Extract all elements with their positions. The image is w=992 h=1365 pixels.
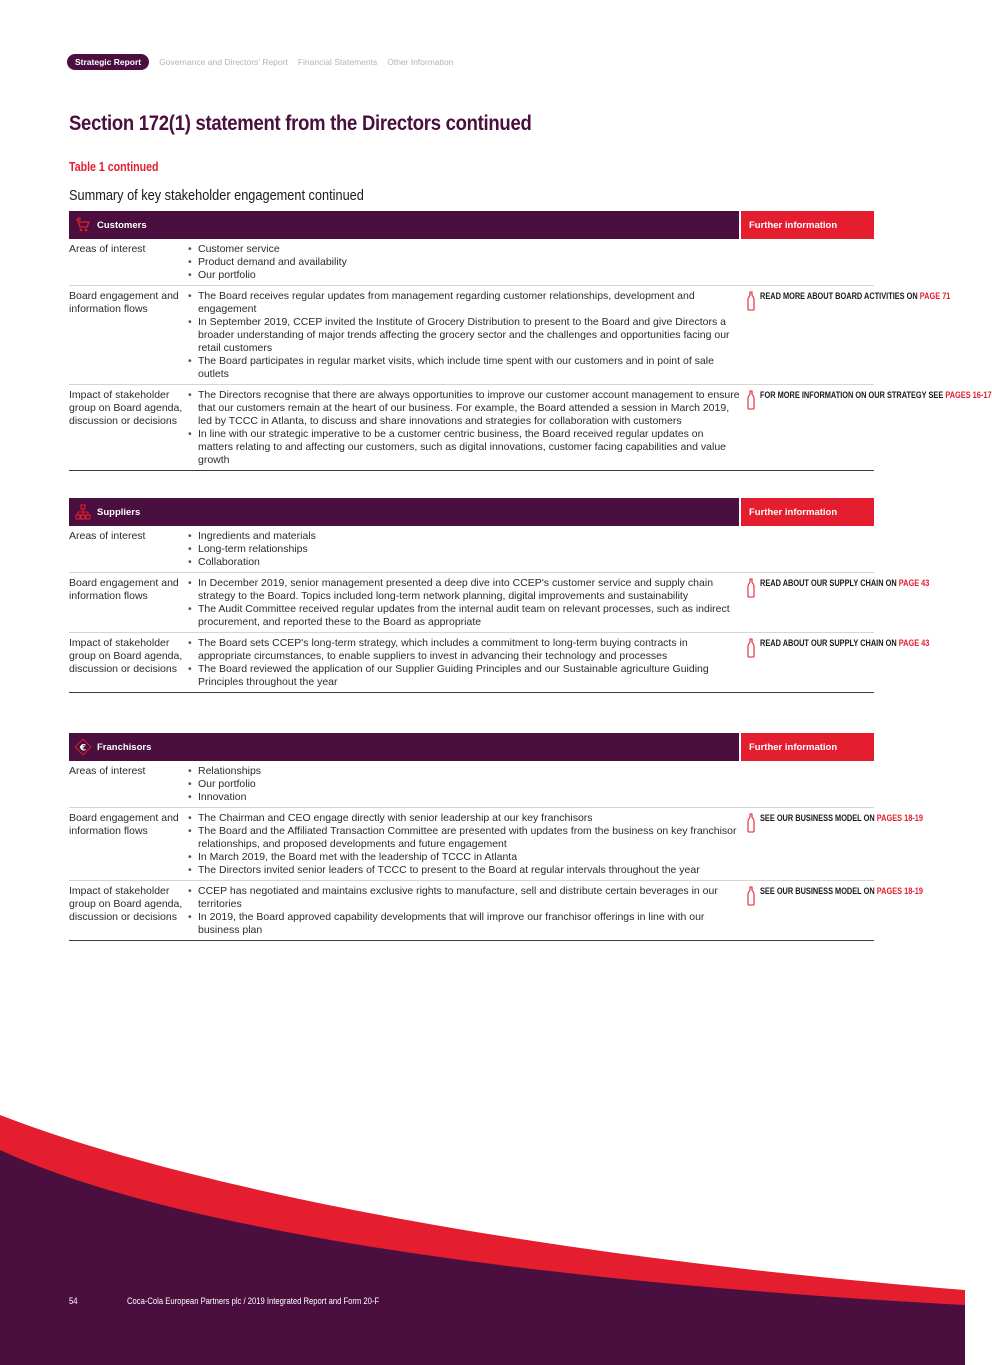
section-header (69, 498, 874, 526)
list-item: • In 2019, the Board approved capability developments that will improve our franchisor offerings in line with our business plan (187, 911, 740, 937)
further-information-header: Further information (741, 733, 874, 761)
reference-text: READ MORE ABOUT BOARD ACTIVITIES ON (760, 291, 918, 301)
list-item: • In March 2019, the Board met with the leadership of TCCC in Atlanta (187, 851, 740, 864)
bottle-icon (747, 638, 755, 658)
list-item: • In December 2019, senior management presented a deep dive into CCEP's customer service and supply chain strategy to the Board. Topics included long-term network planning, digital improvements and sustainability (187, 577, 740, 603)
row-label: Areas of interest (69, 765, 146, 777)
section-suppliers (69, 498, 930, 693)
reference-text: READ ABOUT OUR SUPPLY CHAIN ON (760, 638, 897, 648)
bottle-icon (747, 390, 755, 410)
table-row (69, 526, 874, 573)
row-label: Impact of stakeholder group on Board agenda, discussion or decisions (69, 389, 183, 427)
reference-page-link[interactable]: PAGES 18-19 (876, 813, 923, 823)
list-item: • The Board sets CCEP's long-term strategy, which includes a commitment to long-term buying contracts in appropriate circumstances, to enable suppliers to invest in advancing their technology and processes (187, 637, 740, 663)
bullet-list (187, 389, 740, 467)
page-title: Section 172(1) statement from the Directors continued (69, 112, 532, 135)
table-row (69, 881, 923, 941)
list-item: • Long-term relationships (187, 543, 740, 556)
reference-text: FOR MORE INFORMATION ON OUR STRATEGY SEE (760, 390, 944, 400)
list-item: • Our portfolio (187, 778, 740, 791)
page-reference[interactable] (740, 812, 923, 877)
page-reference[interactable] (740, 577, 930, 629)
row-label: Board engagement and information flows (69, 577, 179, 602)
row-label: Board engagement and information flows (69, 290, 179, 315)
table-title: Summary of key stakeholder engagement continued (69, 187, 364, 204)
reference-page-link[interactable]: PAGE 43 (898, 638, 930, 648)
reference-text: READ ABOUT OUR SUPPLY CHAIN ON (760, 578, 897, 588)
section-title: Customers (97, 219, 147, 231)
list-item: • The Directors invited senior leaders of TCCC to present to the Board at regular intervals throughout the year (187, 864, 740, 877)
list-item: • The Chairman and CEO engage directly with senior leadership at our key franchisors (187, 812, 740, 825)
table-row (69, 808, 923, 881)
list-item: • In September 2019, CCEP invited the Institute of Grocery Distribution to present to the Board and give Directors a broader understanding of major trends affecting the grocery sector and the challenges and opportunities facing our retail customers (187, 316, 740, 355)
row-label: Areas of interest (69, 243, 146, 255)
shopping-cart-icon (75, 217, 91, 233)
section-title: Franchisors (97, 741, 152, 753)
nav-tab-strategic-report[interactable]: Strategic Report (67, 54, 149, 70)
reference-page-link[interactable]: PAGES 16-17 (945, 390, 992, 400)
bullet-list (187, 243, 740, 282)
table-label: Table 1 continued (69, 160, 159, 174)
reference-page-link[interactable]: PAGE 71 (919, 291, 951, 301)
list-item: • Collaboration (187, 556, 740, 569)
page-reference[interactable] (740, 389, 992, 467)
list-item: • Customer service (187, 243, 740, 256)
page-reference[interactable] (740, 637, 930, 689)
svg-text:€: € (79, 743, 87, 754)
list-item: • Our portfolio (187, 269, 740, 282)
table-row (69, 761, 874, 808)
section-customers (69, 211, 992, 471)
bullet-list (187, 530, 740, 569)
further-information-header: Further information (741, 211, 874, 239)
page-number: 54 (69, 1296, 78, 1306)
list-item: • The Board reviewed the application of our Supplier Guiding Principles and our Sustainable agriculture Guiding Principles throughout the year (187, 663, 740, 689)
bottle-icon (747, 813, 755, 833)
row-label: Areas of interest (69, 530, 146, 542)
section-franchisors (69, 733, 923, 941)
list-item: • Innovation (187, 791, 740, 804)
section-header (69, 211, 874, 239)
nav-tab-governance[interactable]: Governance and Directors' Report (159, 57, 288, 67)
list-item: • Relationships (187, 765, 740, 778)
list-item: • The Board participates in regular market visits, which include time spent with our customers and in point of sale outlets (187, 355, 740, 381)
row-label: Impact of stakeholder group on Board agenda, discussion or decisions (69, 885, 183, 923)
reference-page-link[interactable]: PAGES 18-19 (876, 886, 923, 896)
table-row (69, 286, 951, 385)
further-information-header: Further information (741, 498, 874, 526)
reference-page-link[interactable]: PAGE 43 (898, 578, 930, 588)
section-header (69, 733, 874, 761)
bullet-list (187, 290, 740, 381)
reference-text: SEE OUR BUSINESS MODEL ON (760, 813, 875, 823)
list-item: • The Board and the Affiliated Transaction Committee are presented with updates from the business on key franchisor relationships, and proposed developments and future engagement (187, 825, 740, 851)
page-reference[interactable] (740, 290, 951, 381)
row-label: Impact of stakeholder group on Board agenda, discussion or decisions (69, 637, 183, 675)
bullet-list (187, 812, 740, 877)
reference-text: SEE OUR BUSINESS MODEL ON (760, 886, 875, 896)
top-navigation (67, 54, 453, 70)
table-row (69, 385, 992, 471)
table-row (69, 573, 930, 633)
list-item: • The Board receives regular updates from management regarding customer relationships, development and engagement (187, 290, 740, 316)
network-icon (75, 504, 91, 520)
list-item: • The Audit Committee received regular updates from the internal audit team on relevant processes, such as indirect procurement, and reported these to the Board as appropriate (187, 603, 740, 629)
list-item: • Product demand and availability (187, 256, 740, 269)
nav-tab-financial-statements[interactable]: Financial Statements (297, 57, 378, 67)
list-item: • CCEP has negotiated and maintains exclusive rights to manufacture, sell and distribute certain beverages in our territories (187, 885, 740, 911)
table-row (69, 633, 930, 693)
row-label: Board engagement and information flows (69, 812, 179, 837)
euro-exchange-icon (75, 739, 91, 755)
list-item: • Ingredients and materials (187, 530, 740, 543)
bullet-list (187, 577, 740, 629)
list-item: • In line with our strategic imperative to be a customer centric business, the Board received regular updates on matters relating to and affecting our customers, such as digital innovations, customer facing capabilities and value growth (187, 428, 740, 467)
footer-wave-graphic (0, 1105, 965, 1365)
bullet-list (187, 885, 740, 937)
bottle-icon (747, 886, 755, 906)
bullet-list (187, 765, 740, 804)
table-row (69, 239, 874, 286)
bullet-list (187, 637, 740, 689)
nav-tab-other-information[interactable]: Other Information (387, 57, 454, 67)
section-title: Suppliers (97, 506, 141, 518)
list-item: • The Directors recognise that there are always opportunities to improve our customer account management to ensure that our customers remain at the heart of our business. For example, the Board attended a session in March 2019, led by TCCC in Atlanta, to discuss and share innovations and strategies for collaboration with customers (187, 389, 740, 428)
bottle-icon (747, 291, 755, 311)
footer-caption: Coca-Cola European Partners plc / 2019 Integrated Report and Form 20-F (127, 1296, 380, 1306)
page-reference[interactable] (740, 885, 923, 937)
bottle-icon (747, 578, 755, 598)
